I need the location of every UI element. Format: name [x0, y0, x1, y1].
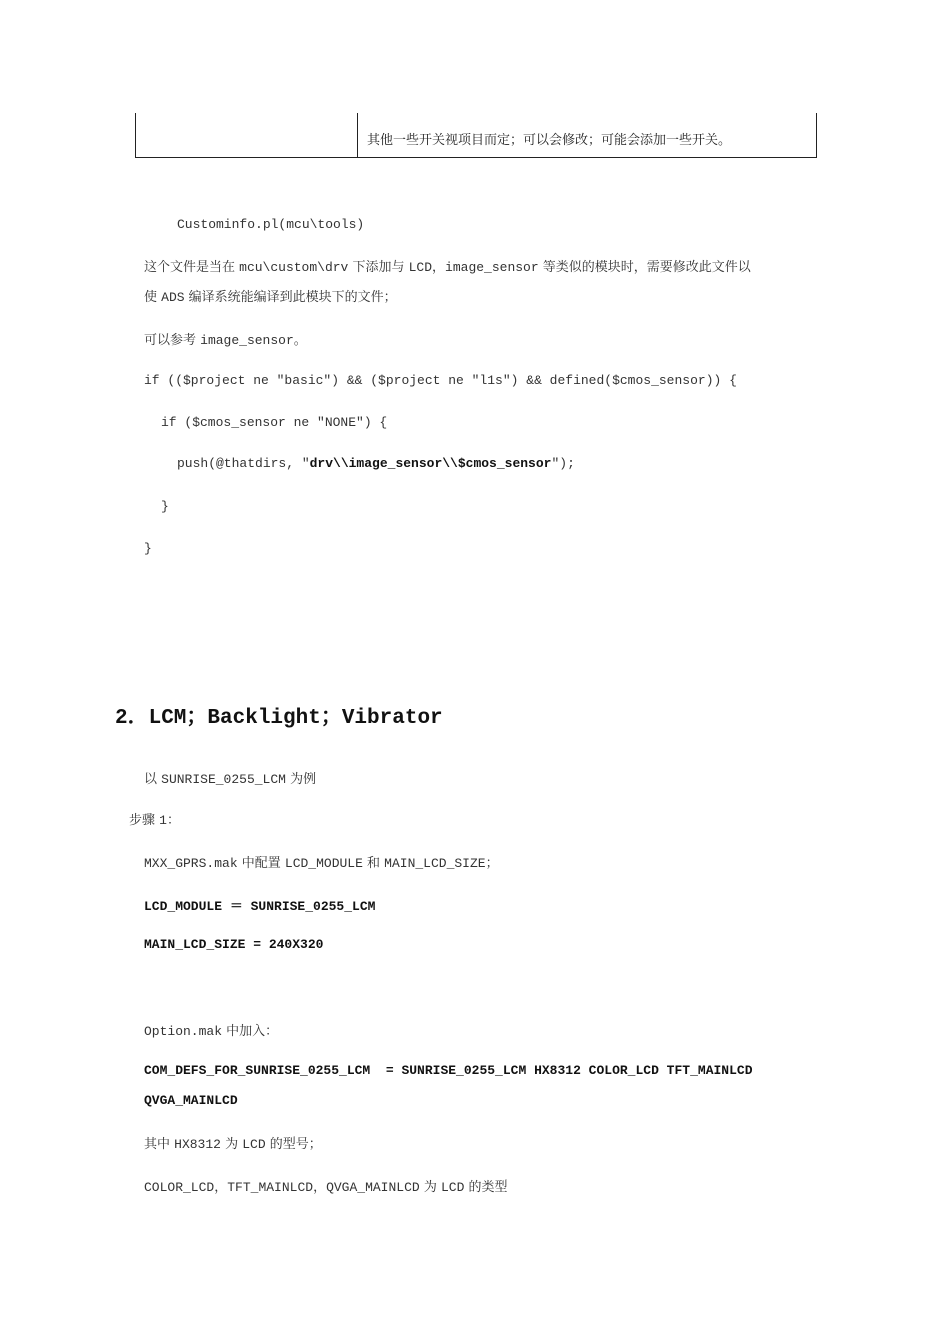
inline-code: mcu\custom\drv — [239, 260, 349, 275]
inline-code: MAIN_LCD_SIZE — [384, 856, 486, 871]
inline-code: Option.mak — [144, 1024, 223, 1039]
inline-text: 中配置 — [237, 856, 285, 871]
inline-code: 1 — [159, 813, 167, 828]
code-line: if ($cmos_sensor ne "NONE") { — [161, 415, 388, 430]
inline-text: ： — [166, 813, 180, 828]
inline-code: LCD — [440, 1180, 465, 1195]
lcd-model-line — [144, 1133, 322, 1152]
inline-code: LCD — [242, 1137, 266, 1152]
inline-text: 为 — [419, 1180, 441, 1195]
table-cell-left — [135, 113, 358, 158]
code-line: if (($project ne "basic") && ($project ne "l1s") && defined($cmos_sensor)) { — [144, 373, 737, 388]
main-lcd-size-setting: MAIN_LCD_SIZE = 240X320 — [144, 937, 324, 952]
inline-text: 中加入： — [222, 1024, 279, 1039]
inline-text: 的型号； — [265, 1137, 322, 1152]
inline-text: 和 — [362, 856, 385, 871]
code-text: "); — [551, 456, 575, 471]
inline-text: 下添加与 — [348, 260, 409, 275]
code-line: } — [144, 541, 152, 556]
code-line: } — [161, 499, 169, 514]
table-cell-right — [357, 113, 817, 158]
inline-text: ， — [313, 1180, 327, 1195]
step-label — [129, 809, 180, 828]
inline-text: 这个文件是当在 — [144, 260, 240, 275]
file-name-line: Custominfo.pl(mcu\tools) — [177, 217, 365, 232]
inline-text: 编译系统能编译到此模块下的文件； — [184, 290, 397, 305]
inline-code: image_sensor — [445, 260, 539, 275]
lcd-module-setting: LCD_MODULE ＝ SUNRISE_0255_LCM — [144, 899, 376, 914]
lcd-type-line — [144, 1176, 508, 1195]
inline-text: 使 — [144, 290, 162, 305]
option-line — [144, 1020, 278, 1039]
inline-text: 其中 — [144, 1137, 175, 1152]
inline-text: 可以参考 — [144, 333, 201, 348]
inline-code: image_sensor — [200, 333, 294, 348]
code-text: push(@thatdirs, " — [177, 456, 310, 471]
inline-code: TFT_MAINLCD — [227, 1180, 314, 1195]
config-line — [144, 852, 499, 871]
inline-text: ； — [485, 856, 499, 871]
reference-line — [144, 329, 307, 348]
example-line — [144, 768, 316, 787]
inline-text: ， — [432, 260, 446, 275]
code-bold-path: drv\\image_sensor\\$cmos_sensor — [309, 456, 552, 471]
inline-text: 的类型 — [464, 1180, 508, 1195]
table-cell-text: 其他一些开关视项目而定；可以会修改；可能会添加一些开关。 — [367, 133, 732, 148]
inline-code: LCD_MODULE — [284, 856, 363, 871]
inline-code: HX8312 — [174, 1137, 221, 1152]
inline-code: QVGA_MAINLCD — [326, 1180, 420, 1195]
inline-text: 等类似的模块时，需要修改此文件以 — [538, 260, 751, 275]
inline-text: 以 — [144, 772, 162, 787]
inline-code: COLOR_LCD — [144, 1180, 215, 1195]
inline-text: 。 — [293, 333, 307, 348]
inline-text: 步骤 — [129, 813, 160, 828]
com-defs-line: QVGA_MAINLCD — [144, 1093, 238, 1108]
inline-code: LCD — [408, 260, 433, 275]
inline-text: 为例 — [285, 772, 317, 787]
inline-code: SUNRISE_0255_LCM — [161, 772, 286, 787]
inline-text: ， — [214, 1180, 228, 1195]
inline-code: ADS — [161, 290, 185, 305]
paragraph-line — [144, 286, 397, 305]
com-defs-line: COM_DEFS_FOR_SUNRISE_0255_LCM = SUNRISE_0255_LCM HX8312 COLOR_LCD TFT_MAINLCD — [144, 1063, 753, 1078]
code-line — [177, 456, 575, 471]
inline-code: MXX_GPRS.mak — [144, 856, 238, 871]
section-heading: 2．LCM；Backlight；Vibrator — [115, 707, 443, 730]
paragraph-line — [144, 256, 751, 275]
inline-text: 为 — [220, 1137, 243, 1152]
